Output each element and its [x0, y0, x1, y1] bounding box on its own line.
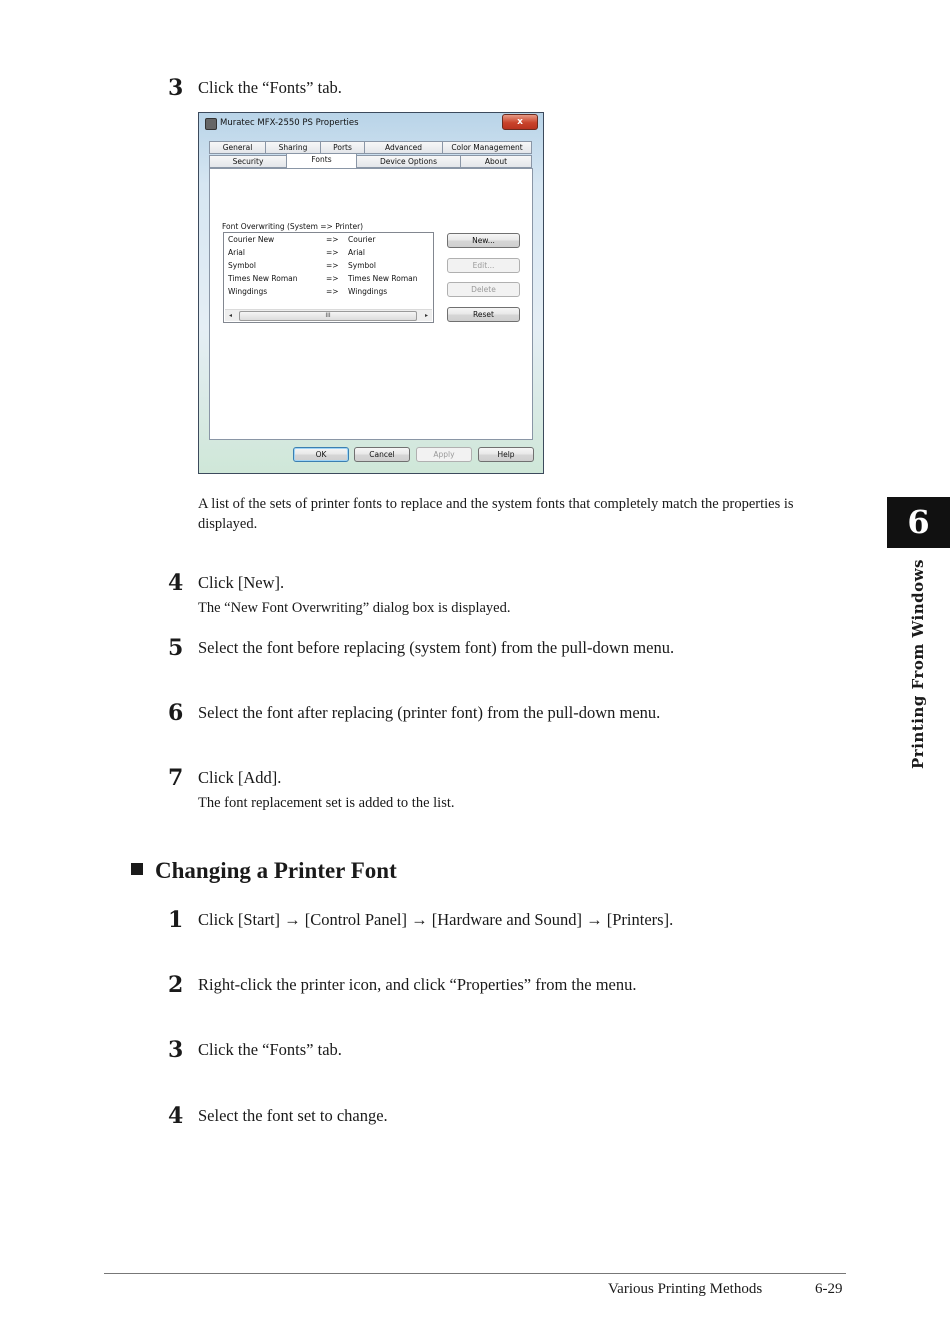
step-number: 5 [168, 635, 184, 661]
ok-button[interactable]: OK [293, 447, 349, 462]
section-heading [131, 858, 397, 884]
step-number: 3 [168, 1037, 184, 1063]
section-heading-text: Changing a Printer Font [155, 858, 397, 883]
horizontal-scrollbar[interactable] [225, 309, 432, 321]
tab-about[interactable]: About [460, 155, 532, 168]
mapping-arrow: => [326, 274, 339, 283]
tab-sharing[interactable]: Sharing [265, 141, 321, 154]
tab-general[interactable]: General [209, 141, 266, 154]
delete-button[interactable]: Delete [447, 282, 520, 297]
mapping-arrow: => [326, 248, 339, 257]
scroll-left-icon[interactable]: ◂ [228, 312, 232, 319]
list-item[interactable] [224, 273, 433, 286]
printer-font: Courier [348, 235, 376, 244]
footer-section-name: Various Printing Methods [608, 1281, 763, 1297]
step-number: 2 [168, 972, 184, 998]
tab-advanced[interactable]: Advanced [364, 141, 443, 154]
system-font: Arial [228, 248, 245, 257]
font-overwriting-label: Font Overwriting (System => Printer) [222, 222, 364, 231]
mapping-arrow: => [326, 235, 339, 244]
step-text: Click the “Fonts” tab. [198, 1040, 342, 1059]
step-number: 7 [168, 765, 184, 791]
close-icon[interactable]: x [502, 114, 538, 130]
help-button[interactable]: Help [478, 447, 534, 462]
scroll-thumb[interactable]: III [239, 311, 417, 321]
step-text: Select the font after replacing (printer font) from the pull-down menu. [198, 703, 661, 722]
step-text: Select the font set to change. [198, 1106, 388, 1125]
list-item[interactable] [224, 286, 433, 299]
scroll-right-icon[interactable]: ▸ [424, 312, 428, 319]
printer-font: Wingdings [348, 287, 388, 296]
footer-divider [104, 1273, 846, 1274]
printer-icon [205, 118, 217, 130]
font-overwriting-list[interactable] [223, 232, 434, 323]
fonts-tab-panel [209, 168, 533, 440]
dialog-titlebar [199, 113, 543, 135]
step-number: 1 [168, 907, 184, 933]
step-number: 3 [168, 75, 184, 101]
list-item[interactable] [224, 260, 433, 273]
step-subtext: The font replacement set is added to the list. [198, 795, 455, 811]
printer-font: Times New Roman [348, 274, 418, 283]
tab-row-1 [209, 141, 533, 154]
square-bullet-icon [131, 863, 143, 875]
step-text: Click [New]. [198, 573, 285, 592]
tab-device-options[interactable]: Device Options [356, 155, 461, 168]
printer-font: Symbol [348, 261, 376, 270]
mapping-arrow: => [326, 287, 339, 296]
mapping-arrow: => [326, 261, 339, 270]
dialog-title: Muratec MFX-2550 PS Properties [220, 118, 359, 128]
system-font: Symbol [228, 261, 256, 270]
step-text: Click [Start] → [Control Panel] → [Hardware and Sound] → [Printers]. [198, 910, 674, 929]
system-font: Wingdings [228, 287, 268, 296]
apply-button[interactable]: Apply [416, 447, 472, 462]
step-number: 4 [168, 570, 184, 596]
step-text: Click [Add]. [198, 768, 282, 787]
reset-button[interactable]: Reset [447, 307, 520, 322]
edit-button[interactable]: Edit... [447, 258, 520, 273]
step-number: 6 [168, 700, 184, 726]
step-text: Right-click the printer icon, and click “Properties” from the menu. [198, 975, 637, 994]
cancel-button[interactable]: Cancel [354, 447, 410, 462]
chapter-number-tab: 6 [887, 497, 950, 548]
footer-page-number: 6-29 [815, 1281, 843, 1297]
system-font: Courier New [228, 235, 275, 244]
printer-properties-dialog [198, 112, 544, 474]
tab-fonts[interactable]: Fonts [286, 153, 357, 168]
printer-font: Arial [348, 248, 365, 257]
step-text: Select the font before replacing (system font) from the pull-down menu. [198, 638, 675, 657]
list-item[interactable] [224, 234, 433, 247]
tab-color-management[interactable]: Color Management [442, 141, 532, 154]
tab-ports[interactable]: Ports [320, 141, 365, 154]
tab-security[interactable]: Security [209, 155, 287, 168]
step-text: Click the “Fonts” tab. [198, 78, 342, 97]
step-number: 4 [168, 1103, 184, 1129]
chapter-side-title-text: Printing From Windows [909, 559, 927, 769]
step-subtext: The “New Font Overwriting” dialog box is displayed. [198, 600, 511, 616]
dialog-caption: A list of the sets of printer fonts to replace and the system fonts that completely match the properties is displayed. [198, 496, 794, 532]
tab-row-2 [209, 155, 533, 168]
list-item[interactable] [224, 247, 433, 260]
system-font: Times New Roman [228, 274, 298, 283]
new-button[interactable]: New... [447, 233, 520, 248]
